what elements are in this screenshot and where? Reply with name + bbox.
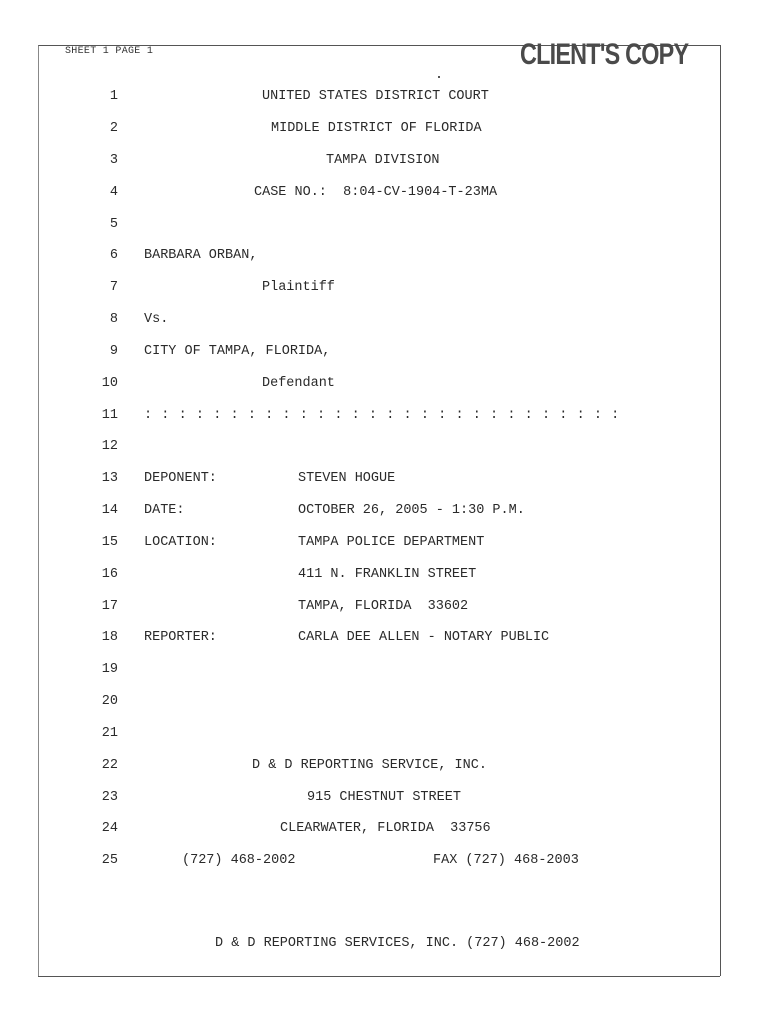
line-number: 19 xyxy=(101,662,118,677)
line-number: 5 xyxy=(109,217,118,232)
court-name: UNITED STATES DISTRICT COURT xyxy=(262,89,489,104)
line-number: 23 xyxy=(101,790,118,805)
location-label: LOCATION: xyxy=(144,535,217,550)
date-value: OCTOBER 26, 2005 - 1:30 P.M. xyxy=(298,503,525,518)
line-number: 8 xyxy=(109,312,118,327)
service-phone: (727) 468-2002 xyxy=(182,853,296,868)
division-name: TAMPA DIVISION xyxy=(326,153,440,168)
speck xyxy=(438,76,440,78)
line-number: 20 xyxy=(101,694,118,709)
line-number: 11 xyxy=(101,408,118,423)
line-number: 15 xyxy=(101,535,118,550)
line-number: 9 xyxy=(109,344,118,359)
sheet-page-label: SHEET 1 PAGE 1 xyxy=(65,46,154,57)
reporter-value: CARLA DEE ALLEN - NOTARY PUBLIC xyxy=(298,630,550,645)
page-footer: D & D REPORTING SERVICES, INC. (727) 468-2002 xyxy=(215,936,580,951)
line-number: 18 xyxy=(101,630,118,645)
line-number: 22 xyxy=(101,758,118,773)
line-number: 4 xyxy=(109,185,118,200)
line-number: 24 xyxy=(101,821,118,836)
line-number: 16 xyxy=(101,567,118,582)
deponent-value: STEVEN HOGUE xyxy=(298,471,396,486)
service-street: 915 CHESTNUT STREET xyxy=(307,790,461,805)
page-border-bottom xyxy=(38,976,720,977)
line-number: 12 xyxy=(101,439,118,454)
defendant-name: CITY OF TAMPA, FLORIDA, xyxy=(144,344,331,359)
line-number: 2 xyxy=(109,121,118,136)
line-number: 17 xyxy=(101,599,118,614)
line-number: 3 xyxy=(109,153,118,168)
date-label: DATE: xyxy=(144,503,185,518)
case-number: CASE NO.: 8:04-CV-1904-T-23MA xyxy=(254,185,498,200)
location-city: TAMPA, FLORIDA 33602 xyxy=(298,599,469,614)
line-number: 25 xyxy=(101,853,118,868)
plaintiff-role: Plaintiff xyxy=(262,280,335,295)
deponent-label: DEPONENT: xyxy=(144,471,217,486)
defendant-role: Defendant xyxy=(262,376,335,391)
clients-copy-stamp: CLIENT'S COPY xyxy=(520,38,689,71)
service-name: D & D REPORTING SERVICE, INC. xyxy=(252,758,487,773)
line-number: 1 xyxy=(109,89,118,104)
reporter-label: REPORTER: xyxy=(144,630,217,645)
caption-divider: : : : : : : : : : : : : : : : : : : : : : : : : : : : : xyxy=(144,408,620,423)
location-street: 411 N. FRANKLIN STREET xyxy=(298,567,477,582)
service-city: CLEARWATER, FLORIDA 33756 xyxy=(280,821,491,836)
versus: Vs. xyxy=(144,312,169,327)
location-value: TAMPA POLICE DEPARTMENT xyxy=(298,535,485,550)
line-number: 6 xyxy=(109,248,118,263)
line-number: 7 xyxy=(109,280,118,295)
district-name: MIDDLE DISTRICT OF FLORIDA xyxy=(271,121,482,136)
line-number: 21 xyxy=(101,726,118,741)
line-number: 14 xyxy=(101,503,118,518)
service-fax: FAX (727) 468-2003 xyxy=(433,853,579,868)
line-number: 10 xyxy=(101,376,118,391)
line-number: 13 xyxy=(101,471,118,486)
plaintiff-name: BARBARA ORBAN, xyxy=(144,248,258,263)
